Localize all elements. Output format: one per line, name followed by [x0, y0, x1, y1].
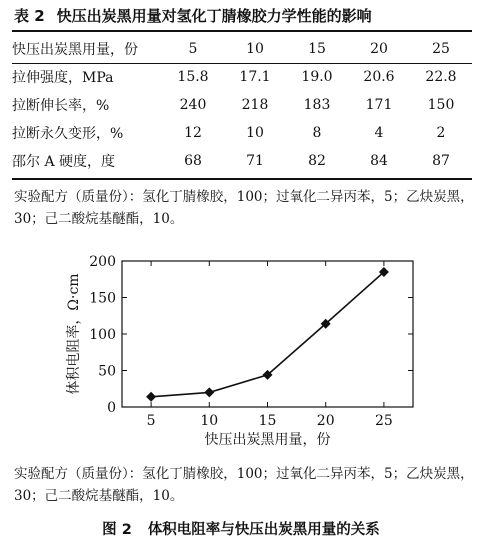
header-cell: 5 — [188, 40, 198, 57]
x-tick-label: 20 — [316, 413, 335, 429]
table-note: 实验配方（质量份）：氢化丁腈橡胶，100；过氧化二异丙苯，5；乙炔炭黑，30；己二酸烷基醚酯，10。 — [14, 189, 474, 227]
data-point-marker — [146, 392, 156, 402]
row-label: 拉断永久变形，% — [12, 126, 124, 142]
table-cell: 17.1 — [239, 69, 271, 85]
y-tick-label: 200 — [89, 254, 116, 270]
table-number: 表 2 — [14, 7, 45, 25]
plot-frame — [122, 261, 413, 407]
table-bottom-rule — [12, 178, 472, 180]
x-tick-label: 10 — [200, 413, 219, 429]
table-cell: 19.0 — [301, 69, 333, 85]
table-cell: 20.6 — [363, 69, 395, 85]
table-cell: 240 — [179, 97, 207, 113]
table-cell: 183 — [303, 97, 331, 113]
table-top-rule — [12, 30, 472, 32]
table-cell: 71 — [246, 153, 264, 169]
table-cell: 84 — [370, 153, 388, 169]
table-title-text: 快压出炭黑用量对氢化丁腈橡胶力学性能的影响 — [56, 7, 372, 25]
properties-table — [12, 34, 472, 175]
table-cell: 8 — [312, 125, 322, 141]
x-tick-label: 15 — [258, 413, 277, 429]
table-cell: 218 — [241, 97, 269, 113]
row-label: 邵尔 A 硬度，度 — [12, 154, 116, 170]
y-tick-label: 50 — [98, 363, 116, 380]
header-cell: 15 — [308, 40, 326, 57]
table-cell: 171 — [365, 97, 393, 113]
y-axis-label: 体积电阻率，Ω·cm — [66, 273, 82, 395]
header-cell: 10 — [246, 40, 264, 57]
header-label: 快压出炭黑用量，份 — [12, 41, 138, 58]
table-cell: 87 — [432, 153, 450, 169]
chart-axes — [89, 254, 413, 429]
table-row — [12, 63, 472, 91]
table-cell: 10 — [246, 125, 264, 141]
table-header-row — [12, 34, 472, 63]
header-cell: 25 — [432, 40, 450, 57]
figure-caption — [0, 518, 482, 539]
figure-note: 实验配方（质量份）：氢化丁腈橡胶，100；过氧化二异丙苯，5；乙炔炭黑，30；己二酸烷基醚酯，10。 — [14, 466, 474, 504]
data-point-marker — [204, 387, 214, 397]
x-tick-label: 5 — [146, 413, 156, 429]
chart-series — [146, 267, 389, 402]
table-row — [12, 119, 472, 147]
row-label: 拉伸强度，MPa — [12, 70, 114, 86]
table-cell: 4 — [374, 125, 384, 141]
table-row — [12, 147, 472, 175]
table-cell: 68 — [184, 153, 202, 169]
table-cell: 12 — [184, 125, 202, 141]
y-tick-label: 0 — [107, 400, 116, 416]
table-title — [14, 5, 372, 26]
y-tick-label: 100 — [89, 327, 116, 343]
figure-caption-text: 体积电阻率与快压出炭黑用量的关系 — [147, 522, 380, 538]
table-cell: 22.8 — [425, 69, 457, 85]
x-axis-label: 快压出炭黑用量，份 — [204, 432, 331, 448]
resistivity-chart — [0, 245, 482, 460]
x-tick-label: 25 — [374, 413, 393, 429]
y-tick-label: 150 — [89, 290, 116, 307]
table-row — [12, 91, 472, 119]
header-cell: 20 — [370, 40, 388, 57]
row-label: 拉断伸长率，% — [12, 98, 110, 114]
figure-number: 图 2 — [102, 522, 132, 538]
table-cell: 15.8 — [177, 69, 209, 85]
table-cell: 82 — [308, 153, 326, 169]
table-cell: 2 — [436, 125, 446, 141]
table-cell: 150 — [427, 97, 455, 113]
